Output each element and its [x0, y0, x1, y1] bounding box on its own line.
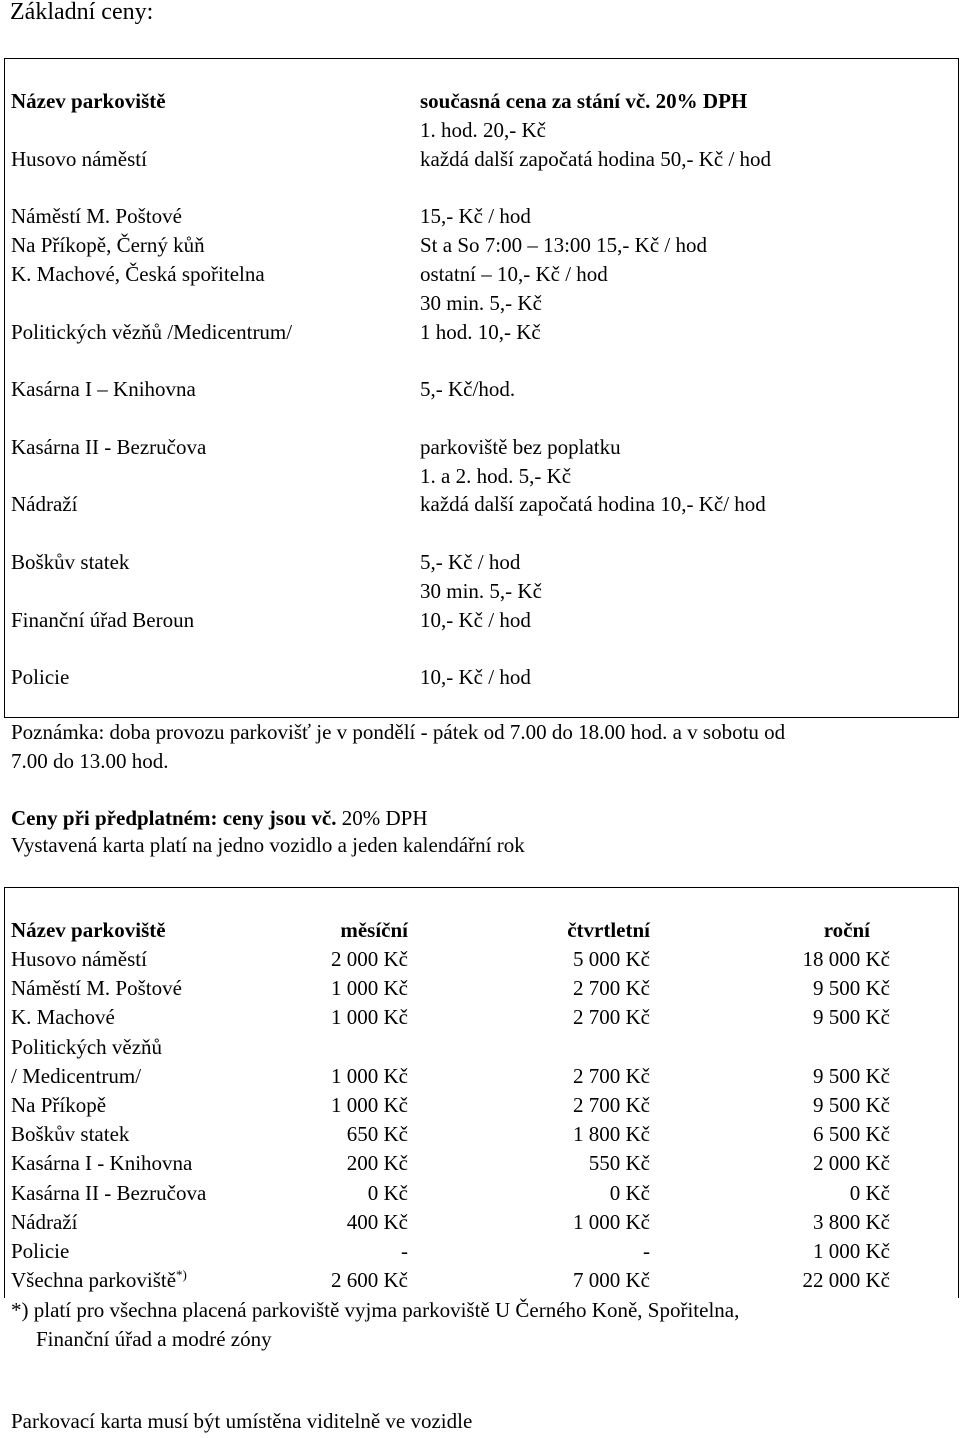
- sub-cell-yearly: 0 Kč: [849, 1180, 890, 1205]
- sub-cell-monthly: 1 000 Kč: [331, 1093, 408, 1117]
- sub-cell-monthly: 650 Kč: [346, 1122, 408, 1147]
- basic-row-price: 30 min. 5,- Kč: [420, 290, 542, 315]
- note-line-2: 7.00 do 13.00 hod.: [11, 749, 169, 773]
- sub-cell-monthly: 200 Kč: [346, 1151, 408, 1176]
- basic-row-price: 1. a 2. hod. 5,- Kč: [420, 463, 572, 488]
- sub-header-monthly: měsíční: [340, 918, 408, 942]
- sub-row-name-text: Náměstí M. Poštové: [11, 976, 182, 1001]
- sub-row-name-text: Nádraží: [11, 1209, 78, 1234]
- sub-row-name-text: K. Machové: [11, 1005, 115, 1030]
- basic-row-name: Na Příkopě, Černý kůň: [11, 233, 205, 258]
- sub-cell-monthly: 1 000 Kč: [331, 1063, 408, 1088]
- sub-cell-quarterly: 2 700 Kč: [573, 1005, 650, 1030]
- footnote-marker: *): [176, 1267, 187, 1283]
- basic-row-price: 15,- Kč / hod: [420, 204, 531, 229]
- sub-row-name: [11, 1266, 187, 1295]
- basic-row-name: Kasárna II - Bezručova: [11, 434, 207, 459]
- basic-row-name: K. Machové, Česká spořitelna: [11, 262, 265, 286]
- sub-row-name: [11, 945, 147, 974]
- basic-row-name: Boškův statek: [11, 550, 130, 574]
- sub-row-name: [11, 1062, 141, 1091]
- sub-cell-monthly: 1 000 Kč: [331, 976, 408, 1001]
- sub-cell-yearly: 9 500 Kč: [813, 1005, 890, 1030]
- basic-row-name: Nádraží: [11, 492, 78, 517]
- sub-row-name: [11, 1237, 69, 1266]
- basic-row-price: parkoviště bez poplatku: [420, 434, 621, 459]
- sub-cell-yearly: 1 000 Kč: [813, 1239, 890, 1263]
- note-line-1: Poznámka: doba provozu parkovišť je v pondělí - pátek od 7.00 do 18.00 hod. a v sobotu od: [11, 720, 786, 744]
- final-note: Parkovací karta musí být umístěna viditelně ve vozidle: [11, 1409, 473, 1433]
- sub-cell-monthly: 2 000 Kč: [331, 947, 408, 971]
- sub-header-yearly: roční: [823, 918, 870, 942]
- sub-row-name-text: / Medicentrum/: [11, 1063, 142, 1088]
- sub-cell-monthly: 0 Kč: [367, 1180, 408, 1205]
- basic-row-name: Husovo náměstí: [11, 146, 147, 171]
- subscription-subtitle: Vystavená karta platí na jedno vozidlo a jeden kalendářní rok: [11, 833, 525, 857]
- subscription-title-bold: Ceny při předplatném: ceny jsou vč.: [11, 806, 337, 830]
- subscription-title: [11, 804, 428, 833]
- sub-cell-quarterly: 550 Kč: [588, 1151, 650, 1176]
- sub-header-quarterly: čtvrtletní: [567, 918, 650, 942]
- sub-row-name: [11, 1120, 129, 1149]
- sub-row-name-text: Politických vězňů: [11, 1034, 163, 1059]
- sub-row-name: [11, 1003, 115, 1032]
- subscription-title-rest: 20% DPH: [336, 806, 428, 830]
- basic-row-price: 1 hod. 10,- Kč: [420, 319, 541, 344]
- basic-row-price: každá další započatá hodina 50,- Kč / hod: [420, 146, 772, 171]
- sub-cell-quarterly: 2 700 Kč: [573, 976, 650, 1001]
- sub-cell-quarterly: 2 700 Kč: [573, 1093, 650, 1117]
- sub-cell-yearly: 3 800 Kč: [813, 1209, 890, 1234]
- sub-row-name: [11, 1208, 77, 1237]
- sub-header-name: Název parkoviště: [11, 918, 166, 942]
- sub-cell-quarterly: 1 800 Kč: [573, 1122, 650, 1147]
- footnote-line-1: *) platí pro všechna placená parkoviště vyjma parkoviště U Černého Koně, Spořitelna,: [11, 1298, 740, 1322]
- sub-row-name: [11, 1033, 162, 1062]
- sub-cell-quarterly: 2 700 Kč: [573, 1063, 650, 1088]
- sub-cell-yearly: 9 500 Kč: [813, 1063, 890, 1088]
- sub-cell-quarterly: 7 000 Kč: [573, 1268, 650, 1293]
- sub-cell-yearly: 2 000 Kč: [813, 1151, 890, 1176]
- basic-header-name: Název parkoviště: [11, 89, 166, 113]
- sub-cell-quarterly: -: [643, 1239, 650, 1263]
- sub-cell-quarterly: 5 000 Kč: [573, 947, 650, 971]
- sub-row-name-text: Kasárna I - Knihovna: [11, 1151, 193, 1176]
- basic-row-price: 1. hod. 20,- Kč: [420, 118, 546, 142]
- sub-cell-yearly: 18 000 Kč: [802, 947, 890, 971]
- basic-row-price: každá další započatá hodina 10,- Kč/ hod: [420, 492, 766, 517]
- basic-row-name: Náměstí M. Poštové: [11, 204, 182, 229]
- sub-cell-quarterly: 0 Kč: [609, 1180, 650, 1205]
- basic-row-price: St a So 7:00 – 13:00 15,- Kč / hod: [420, 233, 707, 258]
- sub-cell-yearly: 22 000 Kč: [802, 1268, 890, 1293]
- basic-header-price: současná cena za stání vč. 20% DPH: [420, 89, 748, 113]
- sub-cell-quarterly: 1 000 Kč: [573, 1209, 650, 1234]
- footnote-line-2: Finanční úřad a modré zóny: [36, 1327, 272, 1351]
- basic-row-price: 10,- Kč / hod: [420, 607, 531, 632]
- sub-row-name-text: Všechna parkoviště: [11, 1268, 177, 1293]
- sub-cell-monthly: -: [401, 1239, 408, 1263]
- basic-row-price: 30 min. 5,- Kč: [420, 578, 542, 603]
- sub-cell-yearly: 9 500 Kč: [813, 1093, 890, 1117]
- sub-row-name: [11, 1091, 106, 1120]
- sub-row-name-text: Na Příkopě: [11, 1093, 107, 1117]
- sub-row-name: [11, 974, 182, 1003]
- basic-row-name: Kasárna I – Knihovna: [11, 377, 196, 402]
- sub-cell-yearly: 6 500 Kč: [813, 1122, 890, 1147]
- basic-row-name: Policie: [11, 665, 70, 690]
- basic-row-price: ostatní – 10,- Kč / hod: [420, 262, 608, 286]
- basic-row-price: 10,- Kč / hod: [420, 665, 531, 690]
- page-heading: Základní ceny:: [10, 0, 154, 25]
- sub-row-name-text: Boškův statek: [11, 1122, 130, 1147]
- sub-row-name: [11, 1149, 192, 1178]
- sub-cell-monthly: 2 600 Kč: [331, 1268, 408, 1293]
- basic-row-name: Finanční úřad Beroun: [11, 607, 195, 632]
- basic-row-price: 5,- Kč / hod: [420, 550, 521, 574]
- sub-cell-monthly: 1 000 Kč: [331, 1005, 408, 1030]
- sub-row-name-text: Policie: [11, 1239, 70, 1263]
- basic-row-name: Politických vězňů /Medicentrum/: [11, 319, 293, 344]
- basic-row-price: 5,- Kč/hod.: [420, 377, 516, 402]
- sub-cell-yearly: 9 500 Kč: [813, 976, 890, 1001]
- sub-cell-monthly: 400 Kč: [346, 1209, 408, 1234]
- sub-row-name-text: Husovo náměstí: [11, 947, 147, 971]
- sub-row-name-text: Kasárna II - Bezručova: [11, 1180, 207, 1205]
- sub-row-name: [11, 1179, 206, 1208]
